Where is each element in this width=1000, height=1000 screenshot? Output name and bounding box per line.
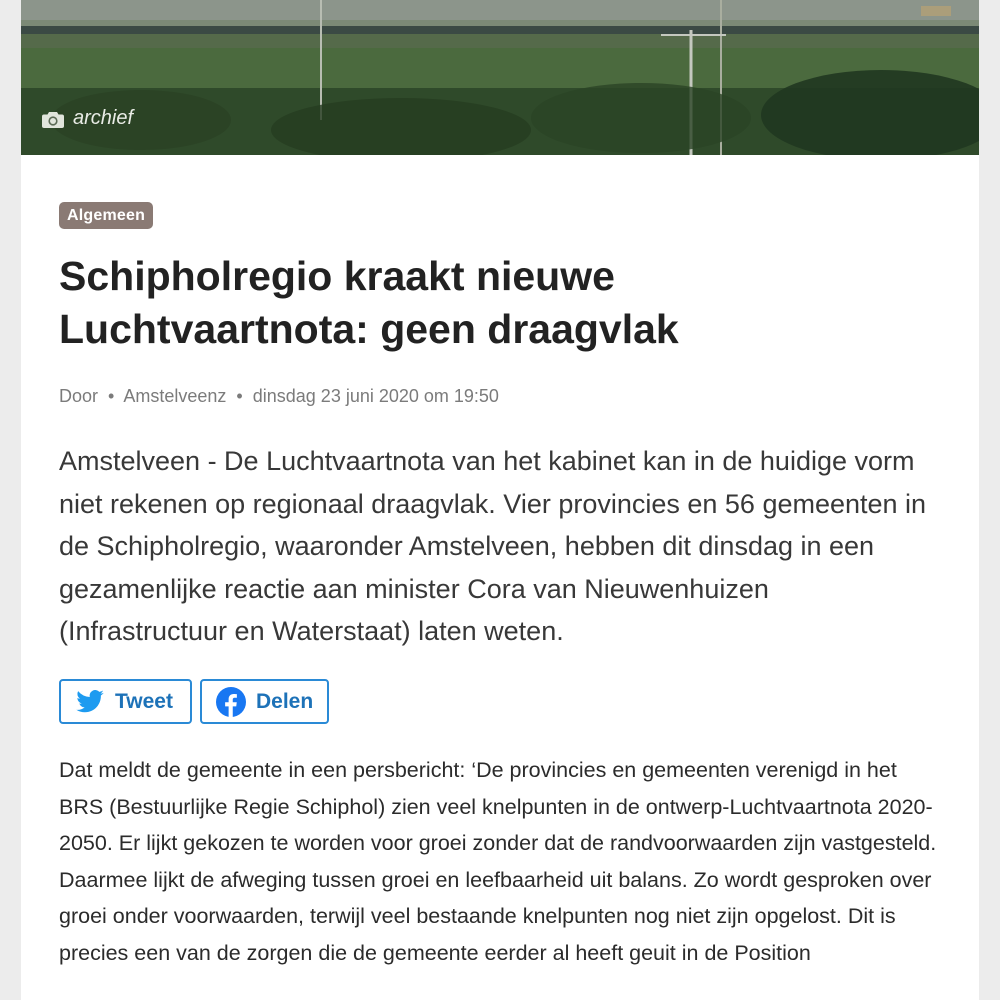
headline [59, 250, 919, 356]
lead-paragraph: Amstelveen - De Luchtvaartnota van het kabinet kan in de huidige vorm niet rekenen op regionaal draagvlak. Vier provincies en 56 gemeenten in de Schipholregio, waaronder Amstelveen, hebben dit dinsdag in een gezamenlijke reactie aan minister Cora van Nieuwenhuizen (Infrastructuur en Waterstaat) laten weten. [59, 446, 927, 646]
share-facebook-button[interactable] [200, 679, 329, 724]
photo-credit-text: archief [73, 107, 134, 129]
headline-line-2: Luchtvaartnota: geen draagvlak [59, 306, 679, 352]
tweet-label: Tweet [115, 689, 173, 713]
byline [59, 386, 499, 407]
tweet-button[interactable] [59, 679, 192, 724]
delen-label: Delen [256, 689, 314, 713]
landscape-photo [21, 0, 979, 155]
byline-separator: • [108, 386, 115, 406]
camera-icon [42, 110, 64, 128]
twitter-bird-icon [75, 687, 105, 717]
photo-credit [42, 107, 133, 130]
hero-image [21, 0, 979, 155]
category-badge[interactable]: Algemeen [59, 202, 153, 229]
body-paragraph: Dat meldt de gemeente in een persbericht: ‘De provincies en gemeenten verenigd in het BRS (Bestuurlijke Regie Schiphol) zien veel knelpunten in de ontwerp-Luchtvaartnota 2020-2050. Er lijkt gekozen te worden voor groei zonder dat de randvoorwaarden zijn vastgesteld. Daarmee lijkt de afweging tussen groei en leefbaarheid uit balans. Zo wordt gesproken over groei onder voorwaarden, terwijl veel bestaande knelpunten nog niet zijn opgelost. Dit is precies een van de zorgen die de gemeente eerder al heeft geuit in de Position [59, 758, 937, 965]
byline-date: dinsdag 23 juni 2020 om 19:50 [252, 386, 499, 406]
byline-separator: • [236, 386, 243, 406]
facebook-icon [216, 687, 246, 717]
byline-source[interactable]: Amstelveenz [123, 386, 227, 406]
byline-by: Door [59, 386, 99, 406]
article-content [21, 155, 979, 1000]
headline-line-1: Schipholregio kraakt nieuwe [59, 253, 615, 299]
